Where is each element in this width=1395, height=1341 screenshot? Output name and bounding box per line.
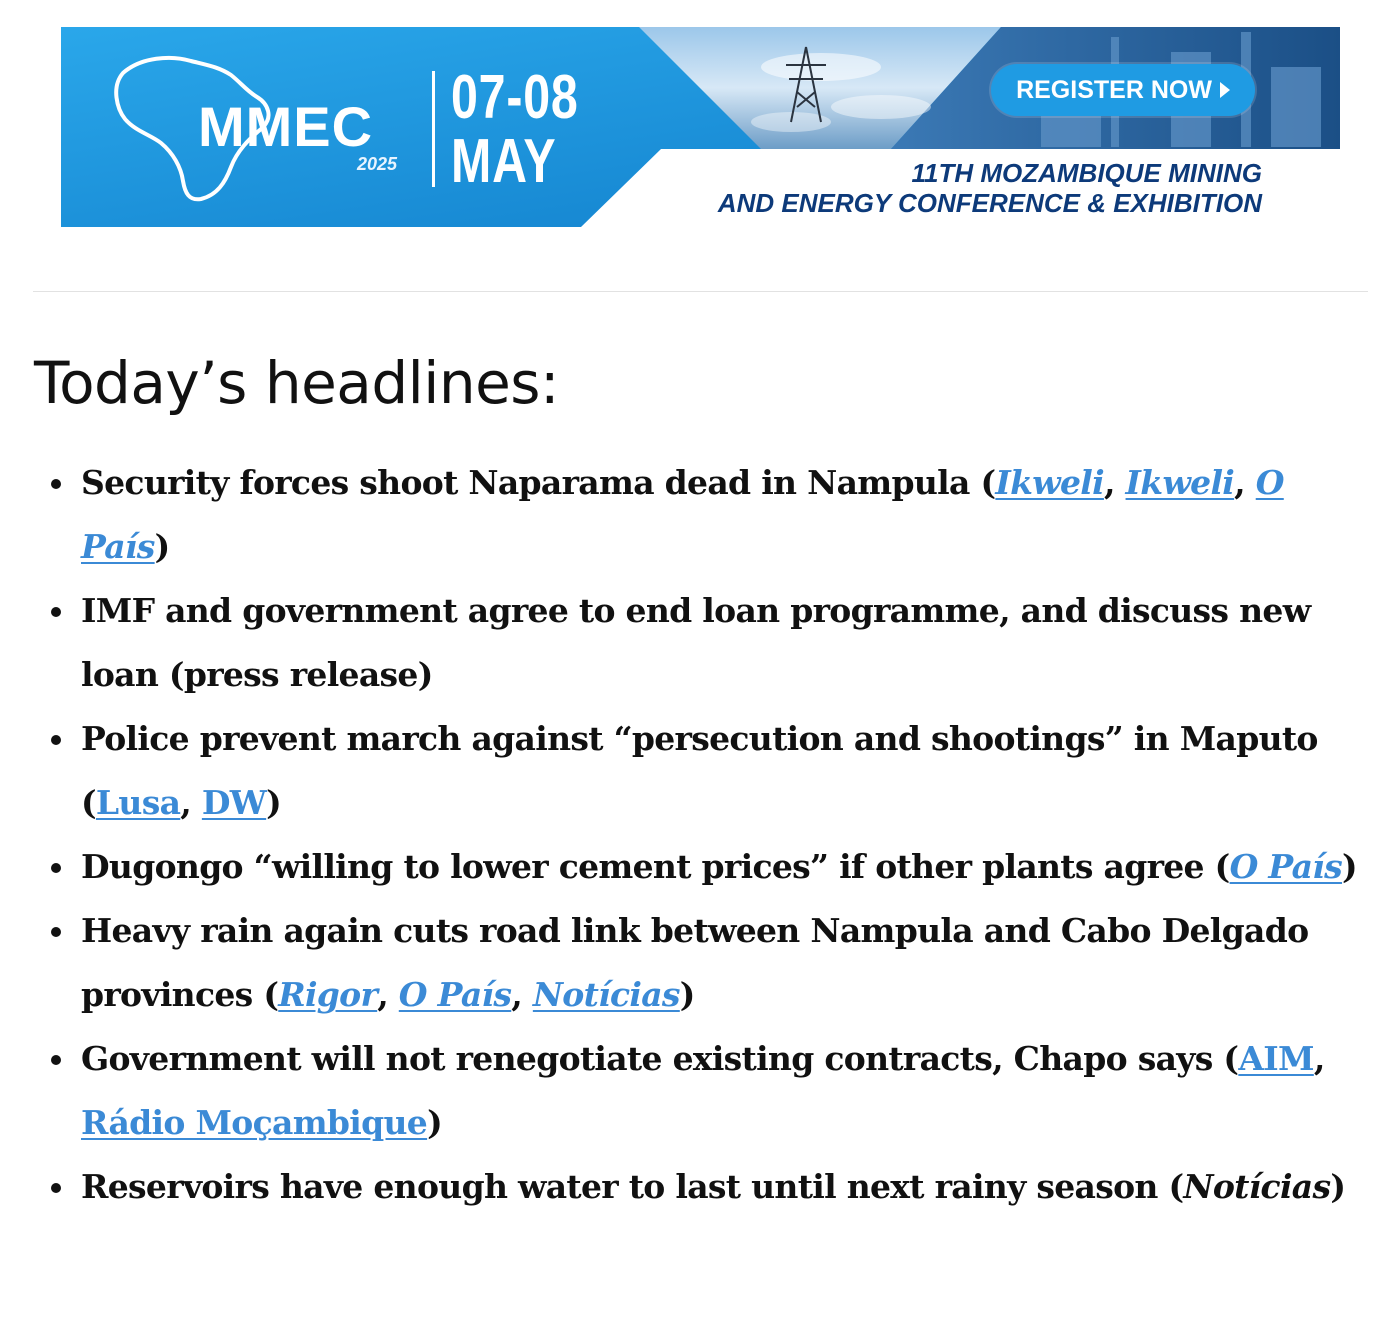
source-link[interactable]: Lusa (95, 783, 181, 822)
brand-logo-text: MMEC (198, 95, 374, 158)
source-link[interactable]: Ikweli (1125, 463, 1235, 502)
headline-item: Reservoirs have enough water to last until next rainy season (Notícias) (81, 1155, 1362, 1219)
section-divider (33, 291, 1368, 292)
register-now-label: REGISTER NOW (1016, 75, 1212, 104)
mmec-banner-ad[interactable] (61, 27, 1340, 227)
register-now-button[interactable] (991, 64, 1255, 116)
source-link[interactable]: DW (201, 783, 267, 822)
brand-year: 2025 (357, 154, 398, 174)
source-link[interactable]: AIM (1238, 1039, 1314, 1078)
conference-title-line1: 11TH MOZAMBIQUE MINING (911, 158, 1262, 188)
headline-item: Dugongo “willing to lower cement prices” if other plants agree (O País) (81, 835, 1362, 899)
source-link[interactable]: Notícias (532, 975, 680, 1014)
headline-item: Government will not renegotiate existing contracts, Chapo says (AIM, Rádio Moçambique) (81, 1027, 1362, 1155)
source-link[interactable]: O País (398, 975, 512, 1014)
headline-item: Security forces shoot Naparama dead in Nampula (Ikweli, Ikweli, O País) (81, 451, 1362, 579)
source-link[interactable]: Ikweli (995, 463, 1104, 502)
headline-item: Heavy rain again cuts road link between Nampula and Cabo Delgado provinces (Rigor, O País, Notícias) (81, 899, 1362, 1027)
event-month: MAY (451, 127, 557, 196)
conference-title-line2: AND ENERGY CONFERENCE & EXHIBITION (717, 188, 1262, 218)
source-link[interactable]: Rigor (278, 975, 378, 1014)
brand-divider (432, 71, 435, 187)
play-arrow-icon (1220, 82, 1230, 98)
source-link[interactable]: O País (81, 463, 1284, 566)
headlines-heading: Today’s headlines: (34, 349, 560, 417)
headline-item: Police prevent march against “persecution and shootings” in Maputo (Lusa, DW) (81, 707, 1362, 835)
headlines-list (0, 451, 1362, 1219)
source-name: Notícias (1183, 1167, 1331, 1206)
source-link[interactable]: O País (1229, 847, 1343, 886)
event-days: 07-08 (451, 63, 579, 132)
headline-item: IMF and government agree to end loan programme, and discuss new loan (press release) (81, 579, 1362, 707)
source-link[interactable]: Rádio Moçambique (81, 1103, 428, 1142)
